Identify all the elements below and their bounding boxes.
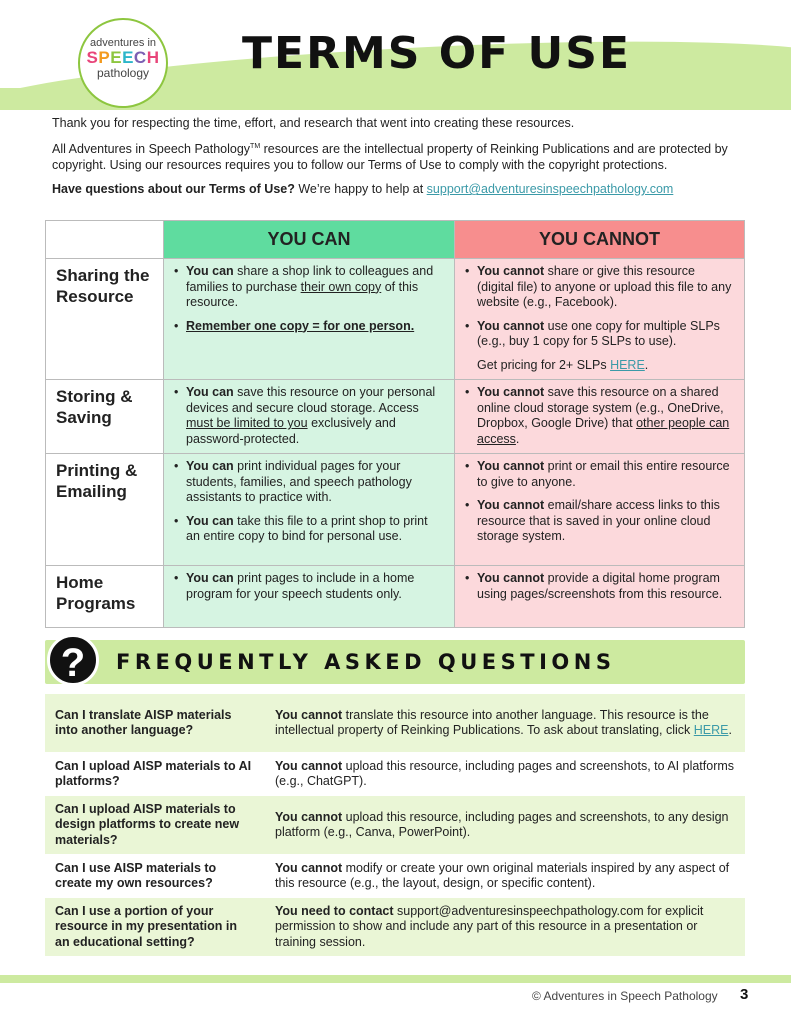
- faq-answer: [265, 704, 745, 743]
- can-lead: You can: [186, 571, 234, 585]
- page-title: TERMS OF USE: [242, 28, 631, 79]
- faq-title: FREQUENTLY ASKED QUESTIONS: [116, 650, 616, 674]
- cannot-lead: You cannot: [477, 264, 545, 278]
- intro-paragraph-1: Thank you for respecting the time, effort, and research that went into creating these resources.: [52, 116, 575, 130]
- can-text: save this resource on your personal devices and secure cloud storage. Access: [186, 385, 436, 415]
- faq-question: Can I upload AISP materials to design platforms to create new materials?: [55, 801, 240, 847]
- cannot-item: [465, 498, 734, 545]
- faq-item: [45, 754, 745, 796]
- faq-question: Can I translate AISP materials into another language?: [55, 707, 232, 737]
- can-text: of this resource.: [186, 279, 419, 309]
- cannot-text: email/share access links to this resource that is saved in your online cloud storage system.: [477, 498, 720, 543]
- cannot-lead: You cannot: [477, 385, 545, 399]
- can-text: share a shop link to colleagues and families to purchase: [186, 264, 434, 294]
- intro-text: resources are the intellectual property of Reinking Publications and are protected by copyright. Using our resources requires you to follow our Terms of Use to comply with the copyright protections.: [52, 142, 728, 173]
- faq-answer-text: upload this resource, including pages and screenshots, to AI platforms (e.g., ChatGPT).: [275, 758, 735, 788]
- can-lead: You can: [186, 385, 234, 399]
- can-underline: must be limited to you: [186, 416, 308, 430]
- terms-table: [45, 220, 745, 628]
- cannot-lead: You cannot: [477, 459, 545, 473]
- faq-item: [45, 898, 745, 958]
- can-lead: You can: [186, 513, 234, 528]
- terms-row-sharing: [46, 259, 745, 380]
- faq-item: [45, 796, 745, 856]
- can-item: [174, 514, 444, 545]
- cannot-item: [465, 264, 734, 311]
- faq-answer-lead: You cannot: [275, 707, 343, 722]
- faq-list: [45, 694, 745, 958]
- intro-text: All Adventures in Speech Pathology: [52, 142, 251, 157]
- intro-paragraph-3: [52, 181, 752, 197]
- faq-item: [45, 856, 745, 898]
- faq-question: Can I upload AISP materials to AI platforms?: [55, 758, 252, 788]
- faq-answer-lead: You cannot: [275, 758, 343, 773]
- cannot-item: [465, 571, 734, 602]
- can-item: [174, 459, 444, 506]
- terms-corner-cell: [46, 221, 164, 259]
- row-heading-line: Home: [56, 573, 104, 592]
- cannot-text: save this resource on a shared online cloud storage system (e.g., OneDrive, Dropbox, Google Drive) that: [477, 385, 724, 430]
- pricing-link[interactable]: HERE: [610, 357, 645, 372]
- terms-row-home: [46, 566, 745, 628]
- footer-copyright: © Adventures in Speech Pathology: [532, 989, 718, 1003]
- support-email-link[interactable]: support@adventuresinspeechpathology.com: [426, 182, 674, 197]
- faq-answer-text: upload this resource, including pages and screenshots, to any design platform (e.g., Canva, PowerPoint).: [275, 809, 729, 839]
- can-item: [174, 319, 444, 335]
- page-number: 3: [740, 986, 749, 1003]
- logo-letter: C: [133, 48, 147, 67]
- logo-line-2: [80, 49, 166, 67]
- row-heading-line: Resource: [56, 287, 134, 306]
- cannot-item: [465, 385, 734, 447]
- can-item: [174, 385, 444, 447]
- can-item: [174, 264, 444, 311]
- can-text: print pages to include in a home program for your speech students only.: [186, 571, 415, 601]
- logo-line-1: adventures in: [89, 37, 157, 49]
- row-heading: [46, 566, 164, 628]
- question-mark-icon: ?: [47, 634, 99, 686]
- row-heading-line: Storing &: [56, 387, 133, 406]
- cannot-cell: [455, 566, 745, 628]
- cannot-text: share or give this resource (digital file) to anyone or upload this file to any website (e.g., Facebook).: [477, 264, 732, 309]
- cannot-cell: [455, 380, 745, 454]
- cannot-text: use one copy for multiple SLPs (e.g., buy 1 copy for 5 SLPs to use).: [477, 318, 720, 348]
- you-can-header: YOU CAN: [164, 221, 455, 259]
- can-underline: their own copy: [300, 279, 382, 294]
- faq-item: [45, 694, 745, 754]
- faq-answer-lead: You need to contact: [275, 903, 394, 918]
- row-heading-line: Printing &: [56, 461, 138, 480]
- row-heading-line: Sharing the: [56, 266, 150, 285]
- logo-letter: H: [146, 48, 160, 67]
- row-heading: [46, 454, 164, 566]
- faq-answer: [265, 857, 745, 896]
- faq-question: Can I use a portion of your resource in my presentation in an educational setting?: [55, 903, 237, 949]
- can-lead: You can: [186, 264, 234, 278]
- row-heading-line: Emailing: [56, 482, 127, 501]
- pricing-end: .: [644, 357, 649, 372]
- pricing-text: Get pricing for 2+ SLPs: [477, 357, 611, 372]
- you-cannot-header: YOU CANNOT: [455, 221, 745, 259]
- faq-answer: [265, 806, 745, 845]
- can-cell: [164, 566, 455, 628]
- footer-band: [0, 975, 791, 983]
- cannot-text: provide a digital home program using pages/screenshots from this resource.: [477, 571, 723, 601]
- can-lead: You can: [186, 459, 234, 473]
- faq-answer-text: support@adventuresinspeechpathology.com for explicit permission to show and include any part of this resource in a presentation or training session.: [275, 903, 704, 949]
- terms-row-printing: [46, 454, 745, 566]
- cannot-lead: You cannot: [477, 498, 545, 512]
- can-cell: [164, 454, 455, 566]
- can-item: [174, 571, 444, 602]
- faq-answer: [265, 900, 745, 955]
- brand-logo: [78, 18, 168, 108]
- cannot-underline: other people can access: [477, 416, 730, 446]
- row-heading-line: Saving: [56, 408, 112, 427]
- logo-letter: S: [86, 48, 99, 67]
- can-cell: [164, 380, 455, 454]
- can-text: take this file to a print shop to print an entire copy to bind for personal use.: [186, 513, 428, 543]
- faq-answer: [265, 755, 745, 794]
- logo-letter: P: [98, 48, 111, 67]
- logo-line-3: pathology: [96, 66, 150, 80]
- row-heading: [46, 259, 164, 380]
- faq-answer-lead: You cannot: [275, 809, 343, 824]
- can-cell: [164, 259, 455, 380]
- faq-answer-end: .: [728, 723, 732, 737]
- terms-row-storing: [46, 380, 745, 454]
- intro-question: Have questions about our Terms of Use?: [52, 182, 295, 197]
- cannot-lead: You cannot: [477, 318, 545, 333]
- terms-header-row: [46, 221, 745, 259]
- trademark-mark: TM: [250, 143, 261, 150]
- intro-paragraph-2: [52, 139, 752, 173]
- logo-letter: E: [122, 48, 134, 67]
- pricing-note: [465, 358, 734, 374]
- row-heading: [46, 380, 164, 454]
- faq-answer-lead: You cannot: [275, 860, 343, 875]
- can-text: print individual pages for your students, families, and speech pathology assistants to practice with.: [186, 459, 412, 504]
- cannot-item: [465, 319, 734, 350]
- logo-letter: E: [110, 48, 123, 67]
- cannot-text: print or email this entire resource to give to anyone.: [477, 459, 730, 489]
- row-heading-line: Programs: [56, 594, 136, 613]
- faq-question: Can I use AISP materials to create my own resources?: [55, 860, 217, 890]
- cannot-cell: [455, 454, 745, 566]
- translate-link[interactable]: HERE: [693, 723, 729, 737]
- cannot-text: .: [515, 431, 520, 446]
- can-text: exclusively and password-protected.: [186, 416, 396, 446]
- can-reminder: Remember one copy = for one person.: [186, 318, 415, 333]
- faq-answer-text: translate this resource into another language. This resource is the intellectual property of Reinking Publications. To ask about translating, click: [275, 707, 709, 737]
- intro-text: We’re happy to help at: [294, 182, 427, 197]
- cannot-item: [465, 459, 734, 490]
- faq-answer-text: modify or create your own original materials inspired by any aspect of this resource (e.g., the layout, design, or specific content).: [275, 860, 730, 890]
- cannot-lead: You cannot: [477, 571, 545, 585]
- cannot-cell: [455, 259, 745, 380]
- intro-section: [52, 115, 752, 205]
